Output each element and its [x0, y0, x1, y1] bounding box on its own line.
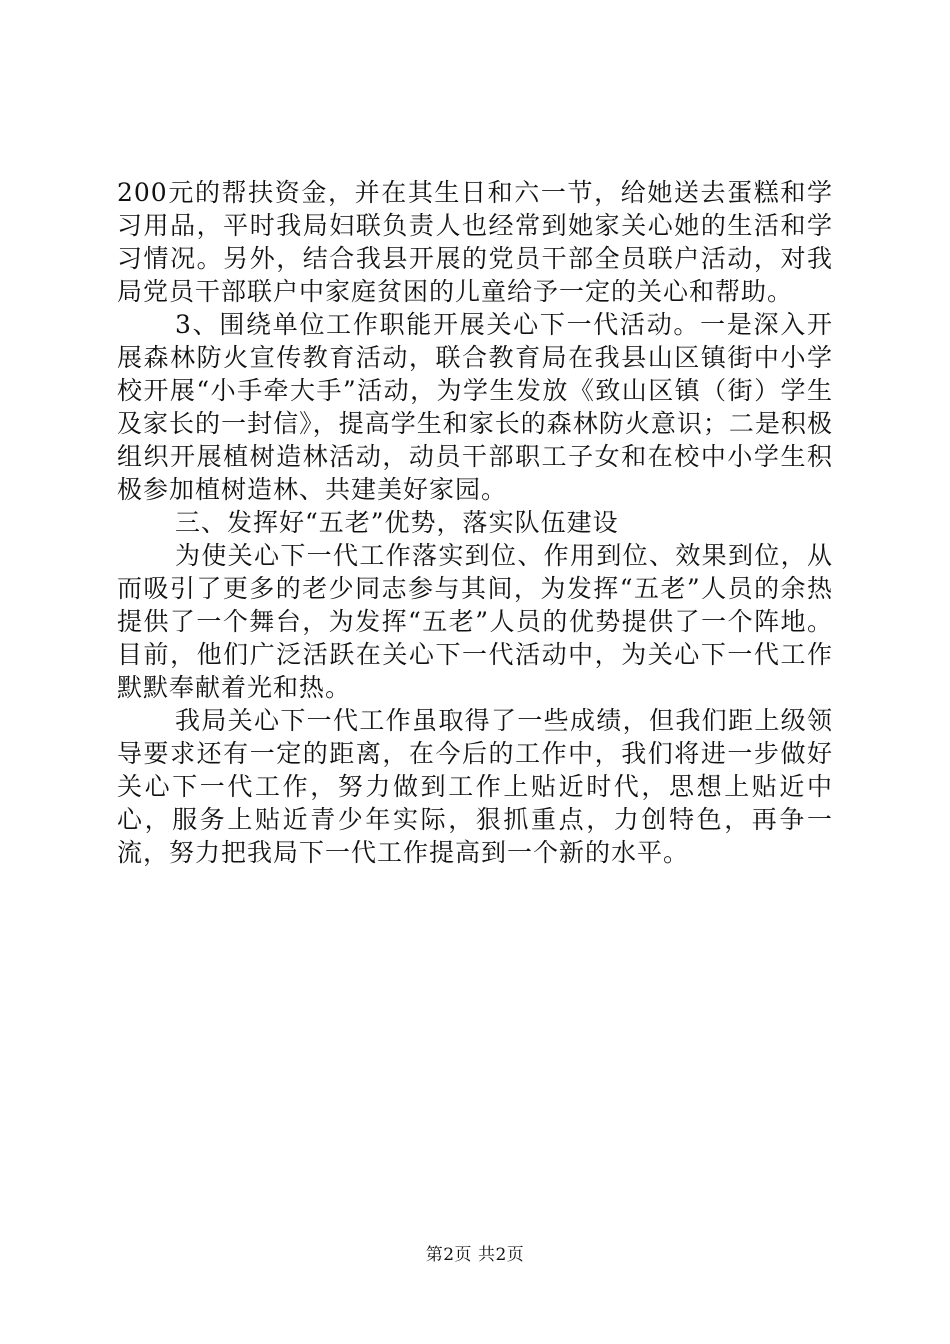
paragraph-work-activities: 3、围绕单位工作职能开展关心下一代活动。一是深入开展森林防火宣传教育活动，联合教育局在我县山区镇街中小学校开展“小手牵大手”活动，为学生发放《致山区镇（街）学生及家长的一封信》，提高学生和家长的森林防火意识；二是积极组织开展植树造林活动，动员干部职工子女和在校中小学生积极参加植树造林、共建美好家园。 — [117, 310, 833, 504]
page-footer: 第2页 共2页 — [425, 1245, 525, 1265]
paragraph-conclusion: 我局关心下一代工作虽取得了一些成绩，但我们距上级领导要求还有一定的距离，在今后的工作中，我们将进一步做好关心下一代工作，努力做到工作上贴近时代，思想上贴近中心，服务上贴近青少年实际，狠抓重点，力创特色，再争一流，努力把我局下一代工作提高到一个新的水平。 — [117, 706, 833, 867]
section-heading-five-elders: 三、发挥好“五老”优势，落实队伍建设 — [175, 508, 619, 537]
paragraph-aid-funds: 200元的帮扶资金，并在其生日和六一节，给她送去蛋糕和学习用品，平时我局妇联负责人也经常到她家关心她的生活和学习情况。另外，结合我县开展的党员干部全员联户活动，对我局党员干部联户中家庭贫困的儿童给予一定的关心和帮助。 — [117, 178, 833, 306]
paragraph-five-elders: 为使关心下一代工作落实到位、作用到位、效果到位，从而吸引了更多的老少同志参与其间，为发挥“五老”人员的余热提供了一个舞台，为发挥“五老”人员的优势提供了一个阵地。目前，他们广泛活跃在关心下一代活动中，为关心下一代工作默默奉献着光和热。 — [117, 541, 833, 702]
document-body — [117, 176, 833, 869]
